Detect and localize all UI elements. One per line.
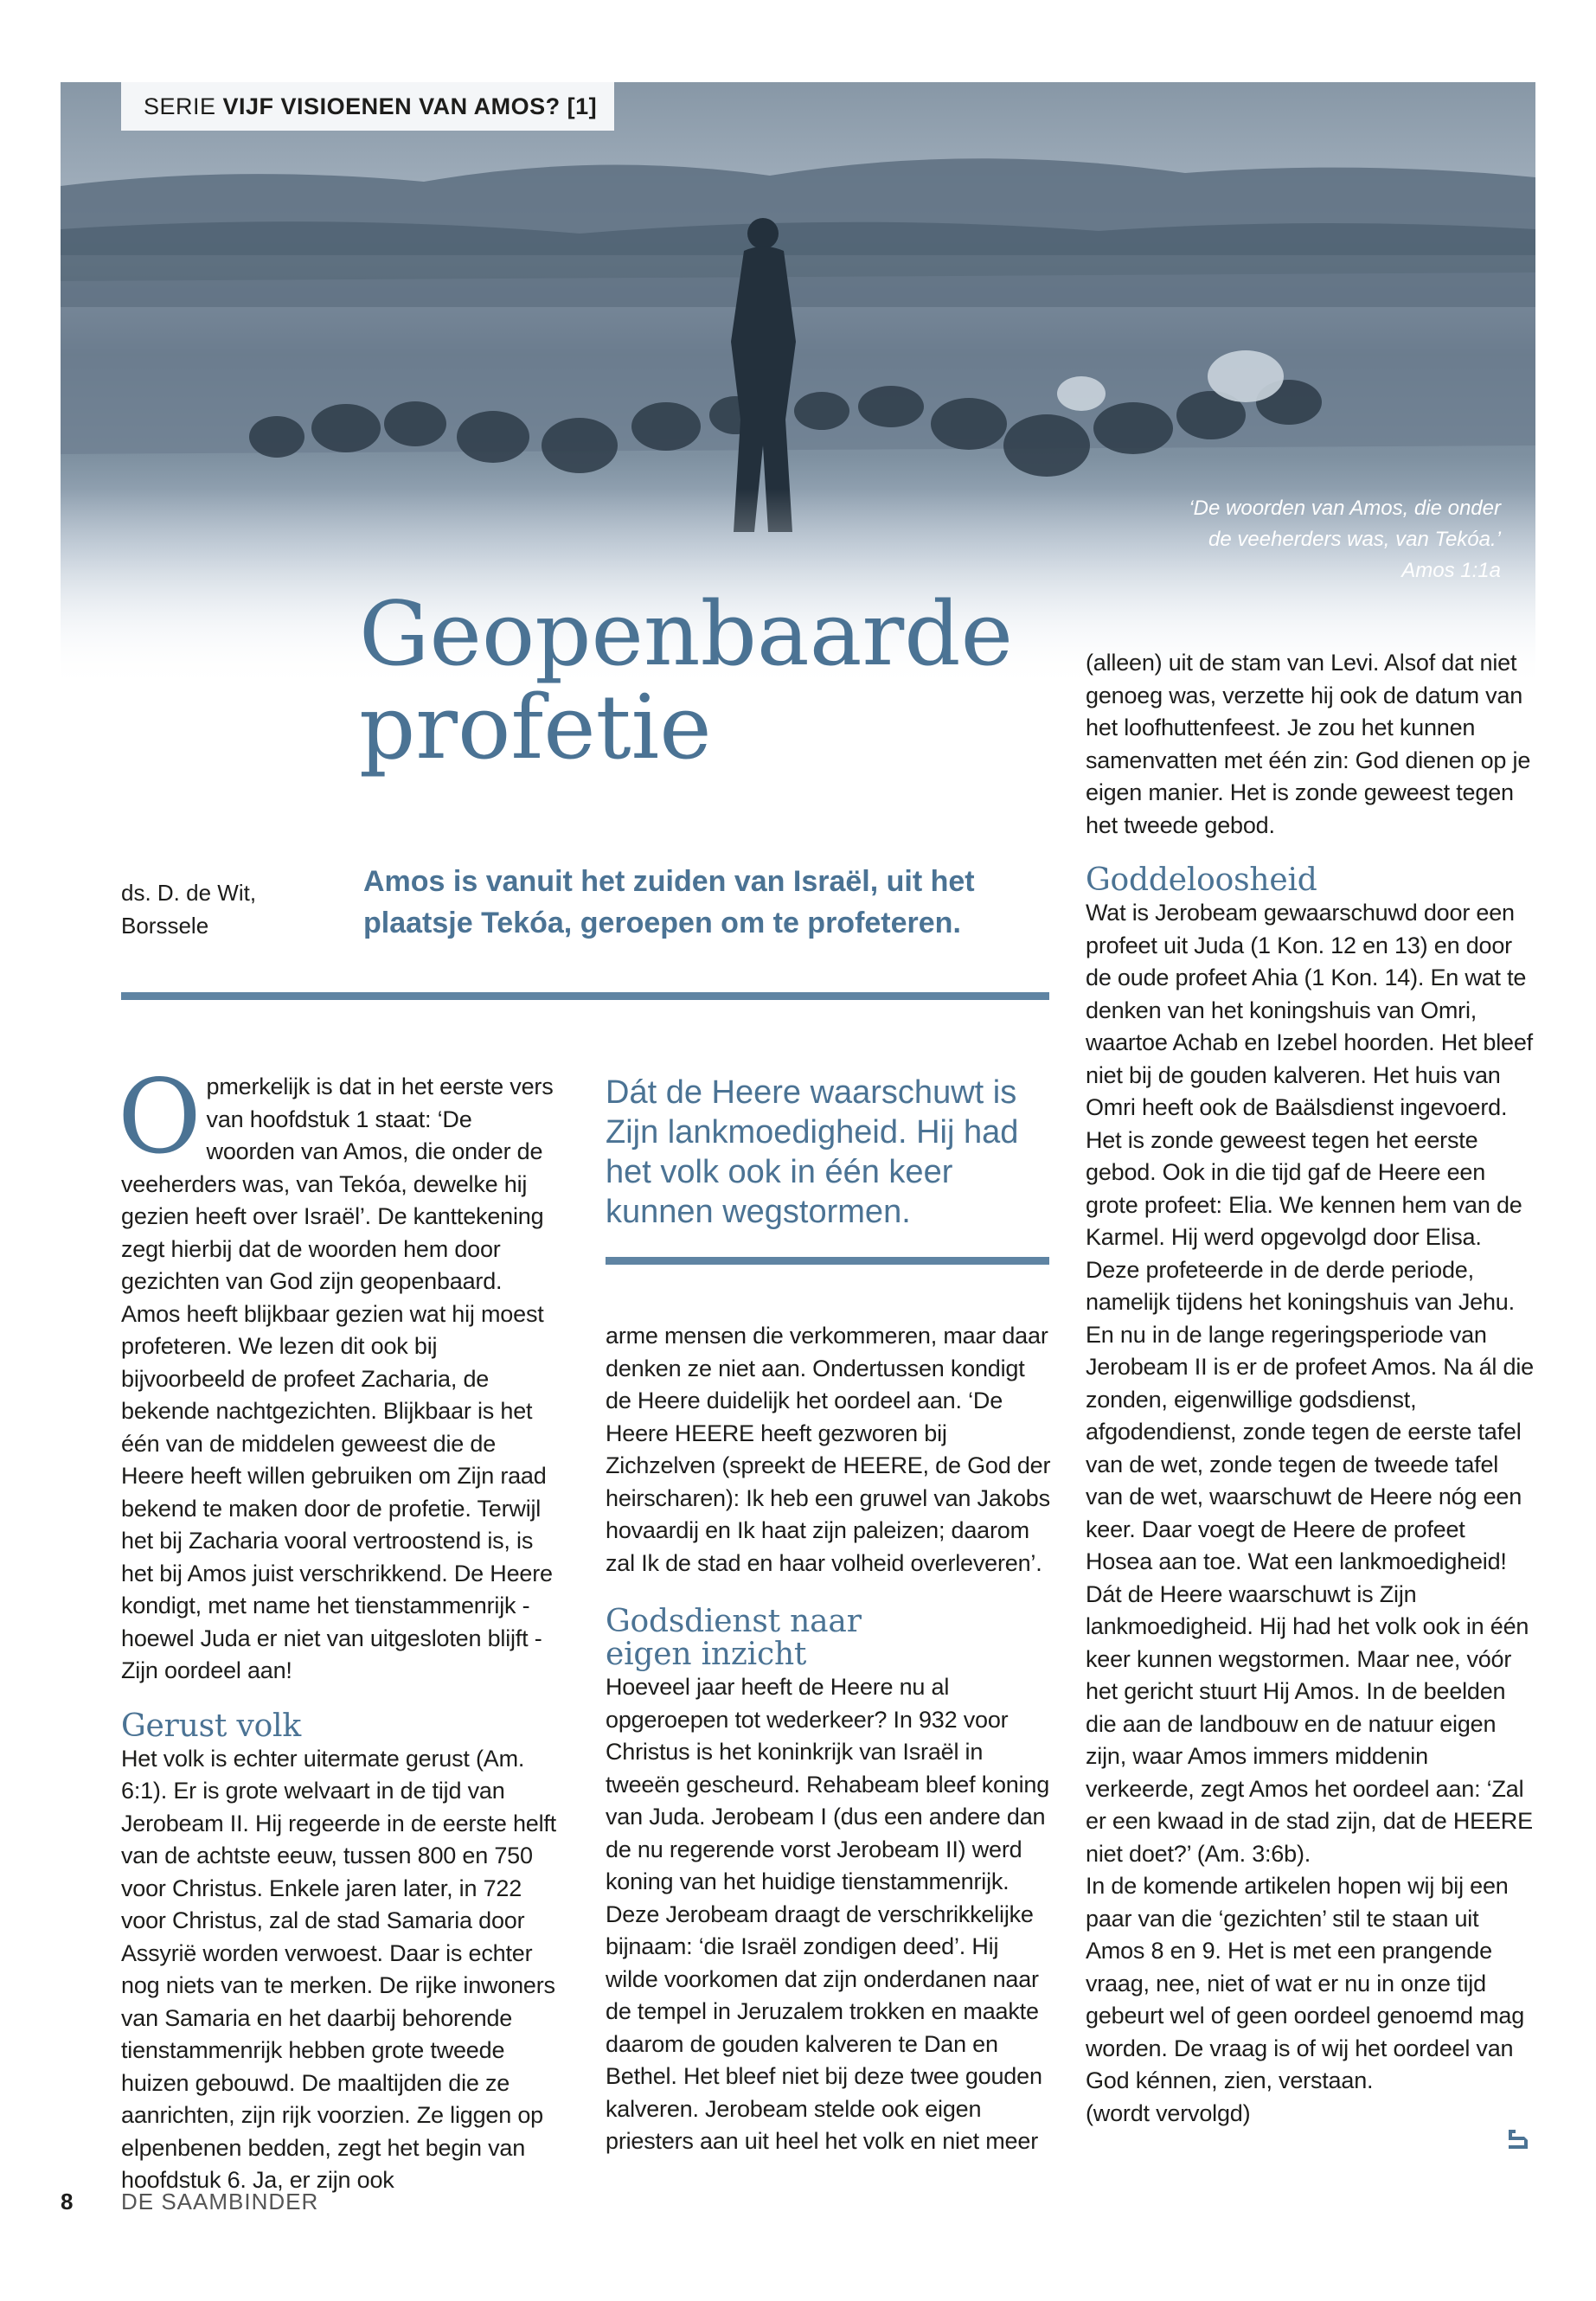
paragraph: Dát de Heere waarschuwt is Zijn lankmoedigheid. Hij had het volk ook in één keer kunnen wegstormen. Maar nee, vóór het gericht stuurt Hij Amos. In de beelden die aan de landbouw en de natuur eigen zijn, waar Amos immers middenin verkeerde, zegt Amos het oordeel aan: ‘Zal er een kwaad in de stad zijn, dat de HEERE niet doet?’ (Am. 3:6b). [1086, 1580, 1533, 1867]
paragraph: (alleen) uit de stam van Levi. Alsof dat niet genoeg was, verzette hij ook de datum van het loofhuttenfeest. Je zou het kunnen samenvatten met één zin: God dienen op je eigen manier. Het is zonde geweest tegen het tweede gebod. [1086, 650, 1531, 838]
caption-line-2: de veeherders was, van Tekóa.’ [1208, 528, 1501, 551]
section-heading-goddeloosheid: Goddeloosheid [1086, 862, 1317, 898]
page-number: 8 [61, 2189, 74, 2214]
paragraph: Het volk is echter uitermate gerust (Am. 6:1). Er is grote welvaart in de tijd van Jerobeam II. Hij regeerde in de eerste helft van de achtste eeuw, tussen 800 en 750 voor Christus. Enkele jaren later, in 722 voor Christus, zal de stad Samaria door Assyrië worden verwoest. Daar is echter nog niets van te merken. De rijke inwoners van Samaria en het daarbij behorende tienstammenrijk hebben grote tweede huizen gebouwd. De maaltijden die ze aanrichten, zijn rijk voorzien. Ze liggen op elpenbenen bedden, zegt het begin van hoofdstuk 6. Ja, er zijn ook [121, 1745, 556, 2193]
author-byline [121, 876, 256, 942]
title-line-2: profetie [359, 676, 712, 779]
paragraph: arme mensen die verkommeren, maar daar denken ze niet aan. Ondertussen kondigt de Heere duidelijk het oordeel aan. ‘De Heere HEERE heeft gezworen bij Zichzelven (spreekt de HEERE, de God der heirscharen): Ik heb een gruwel van Jakobs hovaardij en Ik haat zijn paleizen; daarom zal Ik de stad en haar volheid overleveren’. [606, 1323, 1051, 1576]
title-line-1: Geopenbaarde [359, 583, 1013, 686]
paragraph-text: pmerkelijk is dat in het eerste vers van hoofdstuk 1 staat: ‘De woorden van Amos, die onder de veeherders was, van Tekóa, dewelke hij gezien heeft over Israël’. De kanttekening zegt hierbij dat de woorden hem door gezichten van God zijn geopenbaard. Amos heeft blijkbaar gezien wat hij moest profeteren. We lezen dit ook bij bijvoorbeeld de profeet Zacharia, de bekende nachtgezichten. Blijkbaar is het één van de middelen geweest die de Heere heeft willen gebruiken om Zijn raad bekend te maken door de profetie. Terwijl het bij Zacharia vooral vertroostend is, is het bij Amos juist verschrikkend. De Heere kondigt, met name het tienstammenrijk - hoewel Juda er niet van uitgesloten blijft - Zijn oordeel aan! [121, 1074, 554, 1683]
author-place: Borssele [121, 913, 209, 939]
drop-cap: O [118, 1057, 202, 1176]
pull-quote-rule [606, 1257, 1049, 1265]
series-label [121, 82, 614, 131]
magazine-name: DE SAAMBINDER [121, 2189, 319, 2214]
author-name: ds. D. de Wit, [121, 880, 257, 906]
section-heading-godsdienst [606, 1606, 1051, 1671]
series-title: VIJF VISIOENEN VAN AMOS? [1] [222, 93, 598, 119]
photo-caption [1189, 493, 1501, 586]
column-1 [118, 1057, 558, 2197]
series-prefix: SERIE [144, 93, 216, 119]
paragraph: In de komende artikelen hopen wij bij een paar van die ‘gezichten’ stil te staan uit Amos 8 en 9. Het is met een prangende vraag, nee, niet of wat er nu in onze tijd gebeurt wel of geen oordeel genoemd mag worden. De vraag is of wij het oordeel van God kénnen, zien, verstaan. [1086, 1873, 1525, 2093]
caption-reference: Amos 1:1a [1401, 559, 1501, 582]
column-2 [606, 1320, 1051, 2158]
divider-rule [121, 992, 1049, 1000]
caption-line-1: ‘De woorden van Amos, die onder [1189, 497, 1501, 520]
paragraph [118, 1057, 558, 1688]
article-intro: Amos is vanuit het zuiden van Israël, uit het plaatsje Tekóa, geroepen om te profeteren. [363, 865, 975, 939]
heading-line-2: eigen inzicht [606, 1637, 807, 1672]
column-3 [1086, 647, 1535, 2130]
continued-note: (wordt vervolgd) [1086, 2099, 1251, 2126]
paragraph: Wat is Jerobeam gewaarschuwd door een profeet uit Juda (1 Kon. 12 en 13) en door de oude profeet Ahia (1 Kon. 14). En wat te denken van het koningshuis van Omri, waartoe Achab en Izebel hoorden. Het bleef niet bij de gouden kalveren. Het huis van Omri heeft ook de Baälsdienst ingevoerd. Het is zonde geweest tegen het eerste gebod. Ook in die tijd gaf de Heere een grote profeet: Elia. We kennen hem van de Karmel. Hij werd opgevolgd door Elisa. Deze profeteerde in de derde periode, namelijk tijdens het koningshuis van Jehu. En nu in de lange regeringsperiode van Jerobeam II is er de profeet Amos. Na ál die zonden, eigenwillige godsdienst, afgodendienst, zonde tegen de eerste tafel van de wet, zonde tegen de tweede tafel van de wet, waarschuwt de Heere nóg een keer. Daar voegt de Heere de profeet Hosea aan toe. Wat een lankmoedigheid! [1086, 900, 1534, 1574]
article-title [359, 583, 1013, 779]
section-heading-gerust-volk: Gerust volk [121, 1708, 301, 1744]
end-mark-icon [1505, 2126, 1531, 2152]
paragraph: Hoeveel jaar heeft de Heere nu al opgeroepen tot wederkeer? In 932 voor Christus is het koninkrijk van Israël in tweeën gescheurd. Rehabeam bleef koning van Juda. Jerobeam I (dus een andere dan de nu regerende vorst Jerobeam II) werd koning van het huidige tienstammenrijk. Deze Jerobeam draagt de verschrikkelijke bijnaam: ‘die Israël zondigen deed’. Hij wilde voorkomen dat zijn onderdanen naar de tempel in Jeruzalem trokken en maakte daarom de gouden kalveren te Dan en Bethel. Het bleef niet bij deze twee gouden kalveren. Jerobeam stelde ook eigen priesters aan uit heel het volk en niet meer [606, 1674, 1050, 2154]
pull-quote: Dát de Heere waarschuwt is Zijn lankmoedigheid. Hij had het volk ook in één keer kunnen wegstormen. [606, 1074, 1019, 1230]
heading-line-1: Godsdienst naar [606, 1604, 862, 1639]
